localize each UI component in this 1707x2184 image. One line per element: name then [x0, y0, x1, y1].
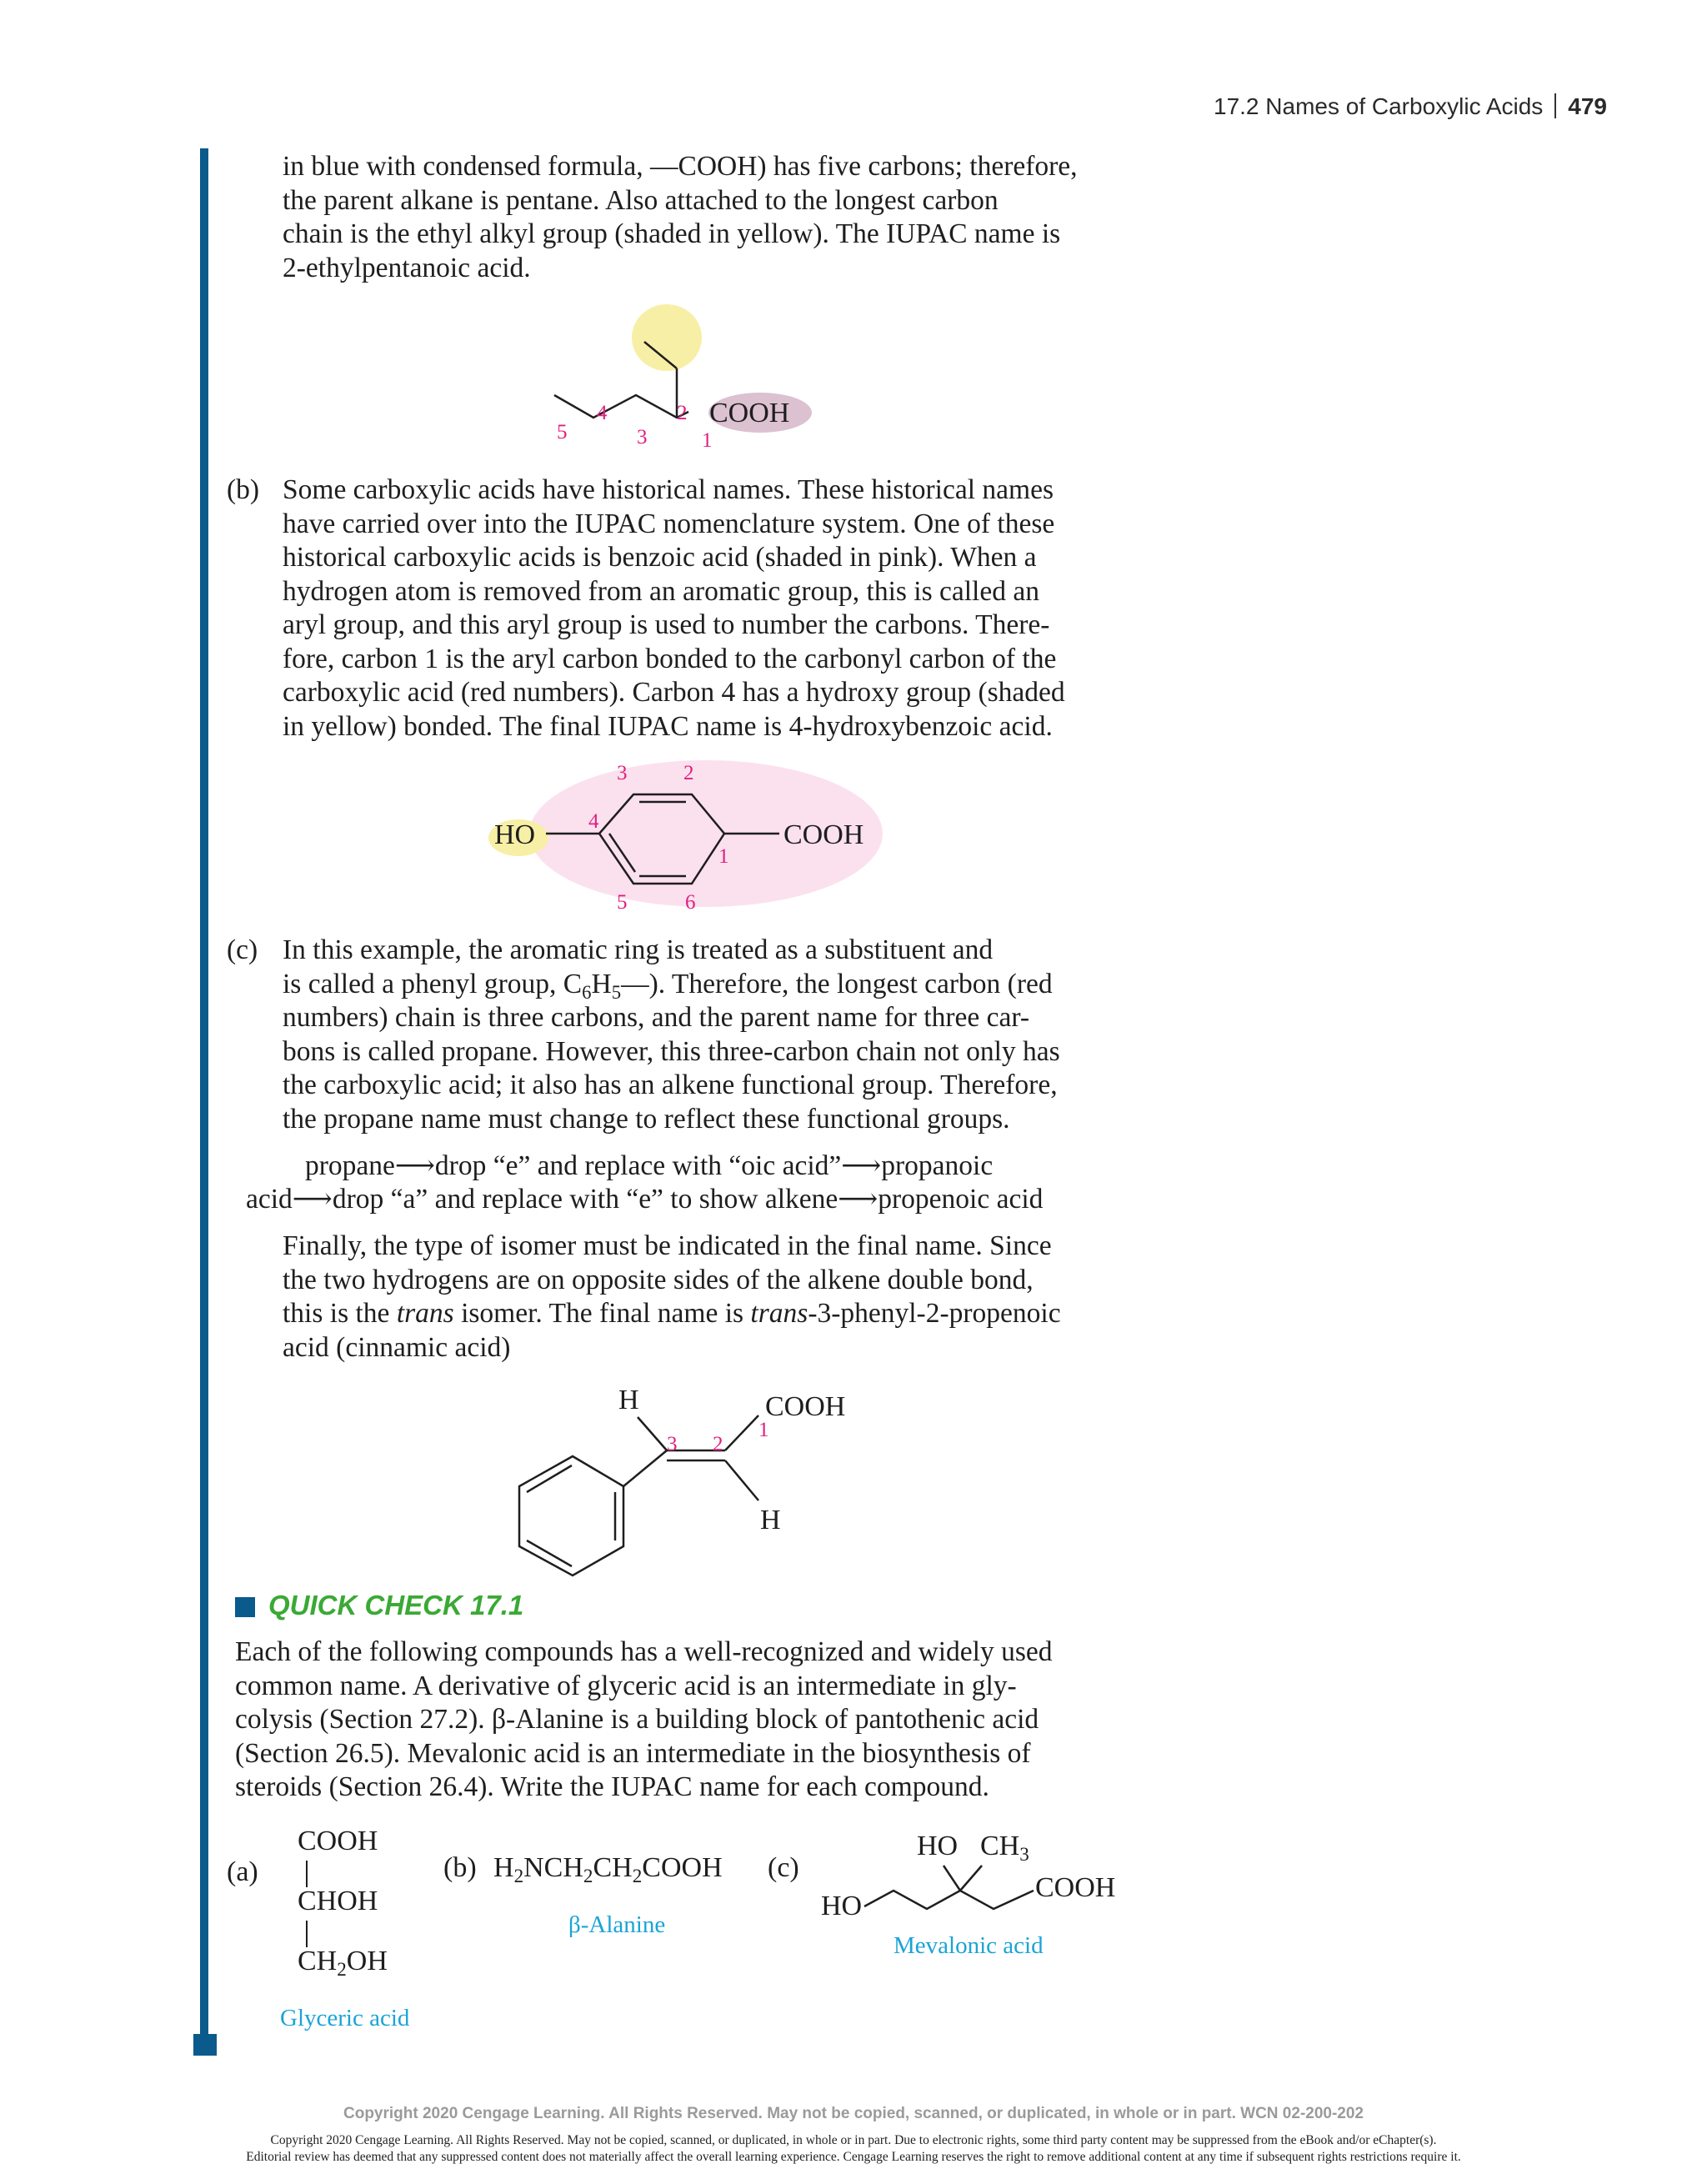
h-label-bottom: H [760, 1505, 781, 1535]
page-number: 479 [1568, 93, 1607, 119]
text-line: colysis (Section 27.2). β-Alanine is a building block of pantothenic acid [235, 1704, 1039, 1735]
compound-c-label: (c) [768, 1852, 799, 1883]
copyright-notice: Copyright 2020 Cengage Learning. All Rights Reserved. May not be copied, scanned, or duplicated, in whole or in part. WCN 02-200-202 [343, 2105, 1364, 2122]
carbon-number: 2 [713, 1433, 723, 1455]
carbon-number: 4 [588, 810, 599, 833]
text-line: hydrogen atom is removed from an aromatic group, this is called an [283, 575, 1039, 607]
cooh-label: COOH [709, 398, 790, 428]
quick-check-title: QUICK CHECK 17.1 [268, 1590, 524, 1620]
text-line: (Section 26.5). Mevalonic acid is an intermediate in the biosynthesis of [235, 1737, 1031, 1769]
text-line: 2-ethylpentanoic acid. [283, 252, 531, 283]
carbon-number: 1 [718, 845, 729, 868]
text-line: In this example, the aromatic ring is treated as a substituent and [283, 934, 994, 965]
text-line: the propane name must change to reflect these functional groups. [283, 1103, 1010, 1135]
naming-sequence-line-1: propane⟶drop “e” and replace with “oic acid”⟶propanoic [305, 1150, 994, 1181]
cooh-label: COOH [765, 1391, 846, 1422]
text-line: carboxylic acid (red numbers). Carbon 4 has a hydroxy group (shaded [283, 677, 1065, 708]
text-line: fore, carbon 1 is the aryl carbon bonded to the carbonyl carbon of the [283, 643, 1057, 674]
carbon-number: 3 [637, 426, 648, 448]
carbon-number: 2 [677, 402, 688, 424]
naming-sequence-line-2: acid⟶drop “a” and replace with “e” to show alkene⟶propenoic acid [246, 1184, 1044, 1215]
mevalonic-ch3: $CH_3$ [980, 1831, 1029, 1866]
mevalonic-ho-left: HO [821, 1891, 863, 1921]
part-c-label: (c) [227, 934, 258, 965]
carbon-number: 5 [617, 891, 628, 914]
section-title: 17.2 Names of Carboxylic Acids [1214, 93, 1544, 119]
beta-alanine-caption: β-Alanine [568, 1911, 666, 1938]
compound-a-label: (a) [227, 1856, 258, 1887]
carbon-number: 5 [557, 421, 568, 443]
glyceric-cooh: COOH [298, 1826, 378, 1856]
carbon-number: 3 [667, 1433, 678, 1455]
carbon-number: 3 [617, 762, 628, 784]
text-line: historical carboxylic acids is benzoic acid (shaded in pink). When a [283, 542, 1037, 573]
carbon-number: 2 [683, 762, 694, 784]
h-label-top: H [618, 1385, 639, 1415]
copyright-fine-print [0, 2132, 1707, 2166]
text-line: aryl group, and this aryl group is used to number the carbons. There- [283, 609, 1050, 640]
text-line: have carried over into the IUPAC nomenclature system. One of these [283, 508, 1055, 539]
text-line: in blue with condensed formula, —COOH) has five carbons; therefore, [283, 151, 1078, 182]
text-line: Some carboxylic acids have historical names. These historical names [283, 474, 1054, 505]
text-line: acid (cinnamic acid) [283, 1331, 511, 1363]
mevalonic-acid-caption: Mevalonic acid [894, 1932, 1044, 1959]
text-line: common name. A derivative of glyceric acid is an intermediate in gly- [235, 1670, 1017, 1701]
glyceric-choh: CHOH [298, 1886, 378, 1916]
text-line: the parent alkane is pentane. Also attached to the longest carbon [283, 184, 999, 216]
carbon-number: 1 [758, 1419, 769, 1441]
ho-label: HO [494, 819, 536, 850]
text-line: steroids (Section 26.4). Write the IUPAC name for each compound. [235, 1771, 989, 1802]
text-line: Finally, the type of isomer must be indicated in the final name. Since [283, 1230, 1052, 1261]
mevalonic-cooh: COOH [1035, 1872, 1116, 1903]
beta-alanine-formula: $H_2NCH_2CH_2COOH$ [493, 1852, 723, 1887]
text-line: in yellow) bonded. The final IUPAC name is 4-hydroxybenzoic acid. [283, 710, 1053, 742]
text-line: Each of the following compounds has a well-recognized and widely used [235, 1636, 1053, 1667]
text-line: bons is called propane. However, this three-carbon chain not only has [283, 1035, 1060, 1067]
text-line: is called a phenyl group, $C_6H_5—$). Therefore, the longest carbon (red [283, 968, 1053, 1003]
compound-b-label: (b) [443, 1852, 477, 1883]
cooh-label: COOH [783, 819, 864, 850]
glyceric-acid-caption: Glyceric acid [280, 2005, 410, 2031]
text-line: chain is the ethyl alkyl group (shaded in yellow). The IUPAC name is [283, 218, 1061, 249]
text-line: the two hydrogens are on opposite sides of the alkene double bond, [283, 1264, 1034, 1295]
mevalonic-ho-top: HO [917, 1831, 959, 1861]
text-line: numbers) chain is three carbons, and the parent name for three car- [283, 1002, 1029, 1033]
fine-print-line: Editorial review has deemed that any suppressed content does not materially affect the overall learning experience. Cengage Learning reserves the right to remove additional content at any time if subsequent rights restrictions require it. [246, 2150, 1461, 2164]
text-line: this is the trans isomer. The final name is trans-3-phenyl-2-propenoic [283, 1298, 1061, 1329]
glyceric-ch2oh: $CH_2OH$ [298, 1946, 388, 1981]
carbon-number: 4 [597, 402, 608, 424]
part-b-label: (b) [227, 474, 260, 505]
fine-print-line: Copyright 2020 Cengage Learning. All Rights Reserved. May not be copied, scanned, or duplicated, in whole or in part. Due to electronic rights, some third party content may be suppressed from the eBook and/or eChapter(s). [270, 2133, 1437, 2147]
carbon-number: 1 [702, 429, 713, 452]
text-line: the carboxylic acid; it also has an alkene functional group. Therefore, [283, 1069, 1058, 1100]
carbon-number: 6 [685, 891, 696, 914]
